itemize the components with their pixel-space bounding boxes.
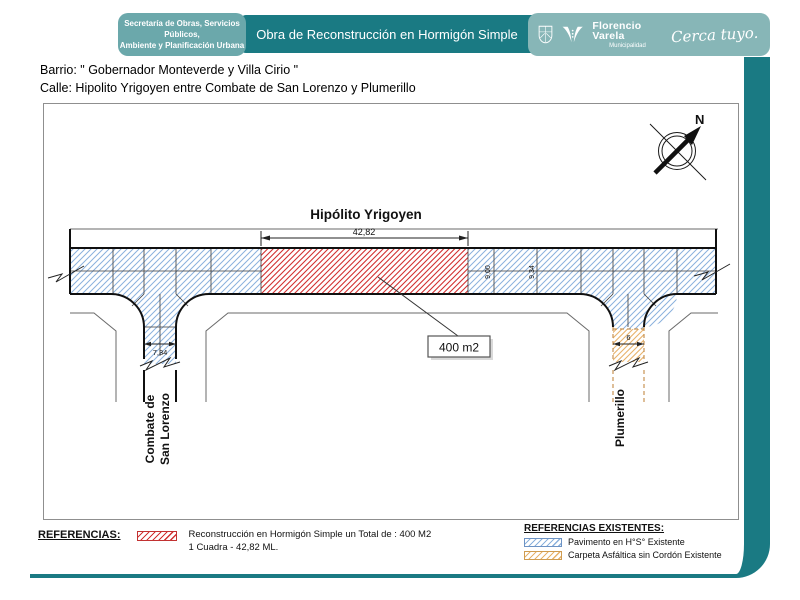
- legend-title: REFERENCIAS:: [38, 529, 121, 541]
- legend-references: [38, 529, 431, 555]
- legend-existing-title: REFERENCIAS EXISTENTES:: [524, 523, 665, 534]
- dimension-total: [261, 227, 468, 246]
- municipality-logo-icon: [561, 24, 584, 45]
- header-department-badge: [118, 13, 246, 56]
- legend-existing-row-pavement: [524, 537, 722, 547]
- dim-cross-left-text: 7,34: [152, 348, 168, 357]
- area-label-text: 400 m2: [438, 340, 480, 355]
- slogan-script: Cerca tuyo.: [670, 23, 759, 46]
- legend-existing-item2: Carpeta Asfáltica sin Cordón Existente: [568, 550, 722, 560]
- municipality-name: Florencio Varela: [592, 19, 642, 42]
- dim-total-text: 42,82: [352, 227, 376, 237]
- cross-right-label: Plumerillo: [613, 388, 627, 448]
- barrio-line: Barrio: " Gobernador Monteverde y Villa Cirio ": [40, 63, 299, 77]
- drawing-frame: [43, 103, 739, 520]
- pavement-reconstruction: [261, 248, 468, 294]
- location-info: [40, 62, 416, 98]
- crest-icon: [538, 23, 553, 46]
- dim-slab2-text: 9,34: [529, 265, 536, 279]
- department-line2: Ambiente y Planificación Urbana: [119, 41, 245, 51]
- legend-swatch-pavement: [524, 538, 562, 547]
- legend-existing-row-asphalt: [524, 550, 722, 560]
- municipality-wordmark: [592, 21, 662, 49]
- north-label: N: [695, 112, 705, 127]
- cross-street-right-intersection-pavement: [580, 294, 677, 329]
- dim-slab1-text: 9,00: [485, 265, 492, 279]
- legend-reconstruction-text: [189, 529, 432, 555]
- cross-left-label-line2: San Lorenzo: [158, 392, 172, 466]
- calle-line: Calle: Hipolito Yrigoyen entre Combate de San Lorenzo y Plumerillo: [40, 80, 416, 95]
- cross-left-label-line1: Combate de: [143, 394, 157, 464]
- municipality-subtitle: Municipalidad: [609, 42, 646, 49]
- legend-line2: 1 Cuadra - 42,82 ML.: [188, 541, 279, 553]
- legend-line1: Reconstrucción en Hormigón Simple un Total de : 400 M2: [188, 529, 432, 540]
- street-plan-drawing: [44, 104, 738, 519]
- header-title: Obra de Reconstrucción en Hormigón Simple: [256, 26, 518, 42]
- department-line1: Secretaría de Obras, Servicios Públicos,: [124, 18, 240, 39]
- legend-swatch-reconstruction: [137, 531, 177, 541]
- legend-existing: [524, 523, 722, 560]
- main-street-label: Hipólito Yrigoyen: [310, 207, 422, 222]
- north-arrow: [650, 112, 706, 180]
- header-logo-panel: [528, 13, 770, 56]
- dim-cross-right-text: 6: [626, 333, 631, 342]
- legend-swatch-asphalt: [524, 551, 562, 560]
- legend-existing-item1: Pavimento en H°S° Existente: [568, 537, 685, 547]
